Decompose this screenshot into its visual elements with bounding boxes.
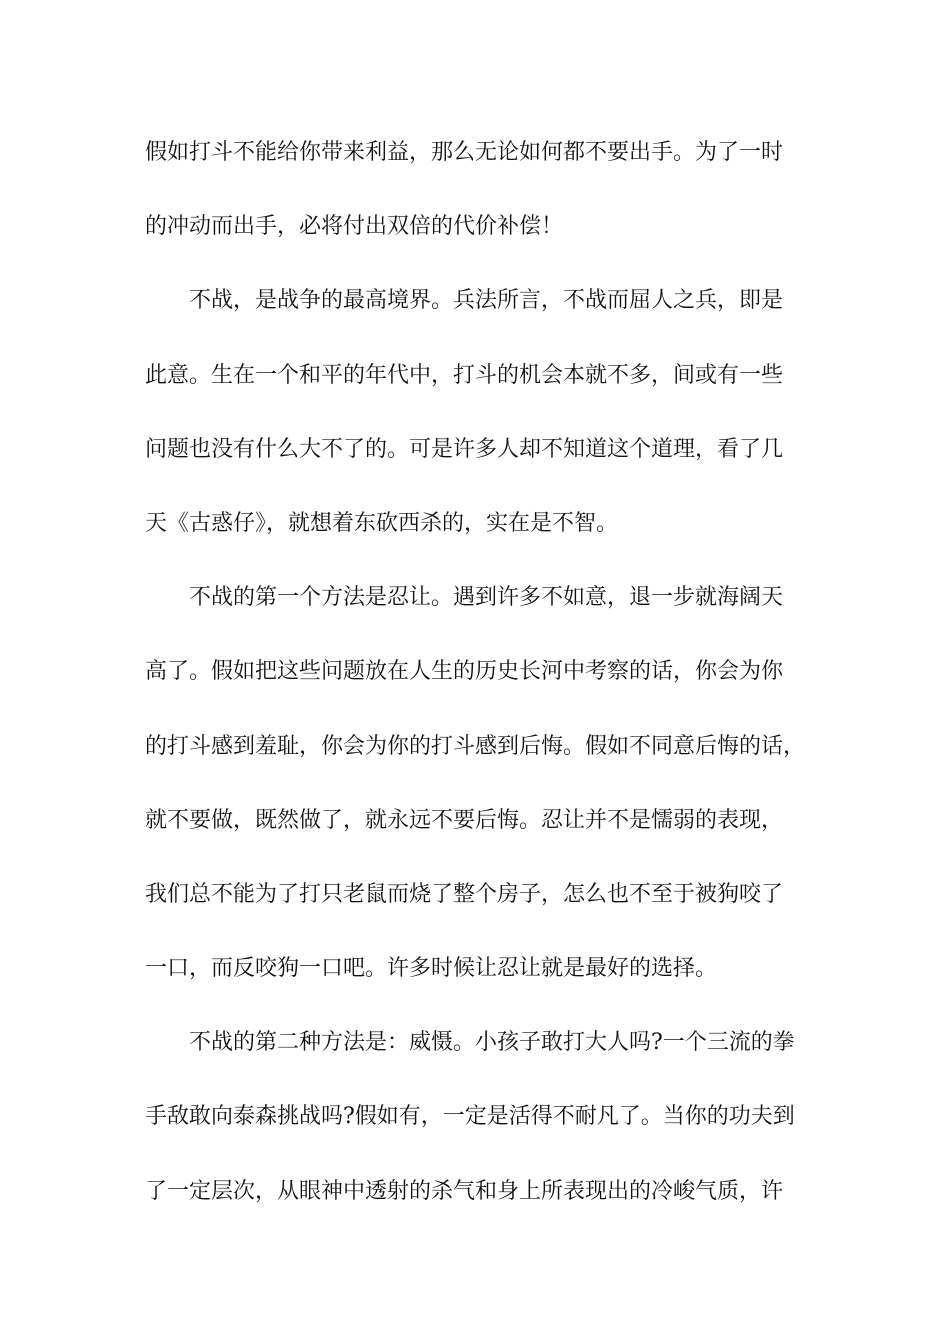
text-line-7: 不战的第一个方法是忍让。遇到许多不如意，退一步就海阔天 [189, 585, 784, 611]
text-line-2: 的冲动而出手，必将付出双倍的代价补偿！ [145, 214, 564, 240]
text-line-9: 的打斗感到羞耻，你会为你的打斗感到后悔。假如不同意后悔的话， [145, 733, 806, 759]
text-line-8: 高了。假如把这些问题放在人生的历史长河中考察的话，你会为你 [145, 659, 784, 685]
text-line-1: 假如打斗不能给你带来利益，那么无论如何都不要出手。为了一时 [145, 140, 784, 165]
text-line-4: 此意。生在一个和平的年代中，打斗的机会本就不多，间或有一些 [145, 362, 784, 388]
text-line-15: 了一定层次，从眼神中透射的杀气和身上所表现出的冷峻气质，许 [145, 1178, 784, 1204]
text-line-13: 不战的第二种方法是：威慑。小孩子敢打大人吗?一个三流的拳 [189, 1030, 795, 1056]
text-line-3: 不战，是战争的最高境界。兵法所言，不战而屈人之兵，即是 [189, 288, 784, 314]
text-line-12: 一口，而反咬狗一口吧。许多时候让忍让就是最好的选择。 [145, 956, 718, 982]
text-line-6: 天《古惑仔》，就想着东砍西杀的，实在是不智。 [145, 510, 619, 536]
text-line-5: 问题也没有什么大不了的。可是许多人却不知道这个道理，看了几 [145, 436, 784, 462]
text-line-10: 就不要做，既然做了，就永远不要后悔。忍让并不是懦弱的表现， [145, 807, 784, 833]
text-line-14: 手敌敢向泰森挑战吗?假如有，一定是活得不耐凡了。当你的功夫到 [145, 1104, 795, 1130]
text-line-11: 我们总不能为了打只老鼠而烧了整个房子，怎么也不至于被狗咬了 [145, 881, 784, 907]
body-text [145, 131, 825, 1244]
